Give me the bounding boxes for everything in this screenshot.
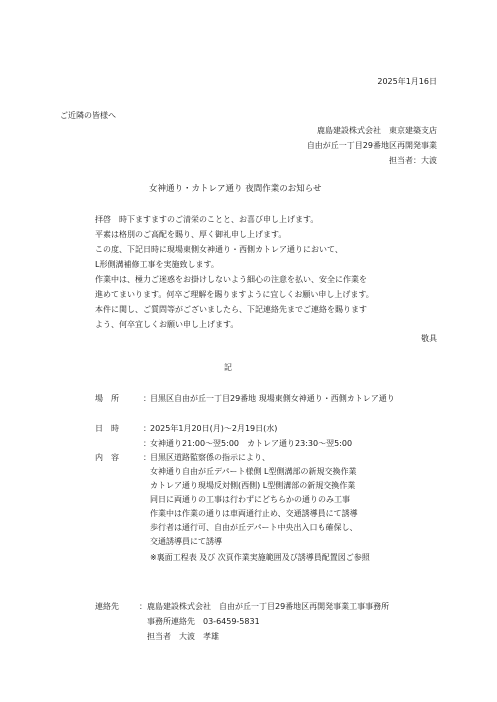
document-date: 2025年1月16日: [377, 77, 437, 86]
datetime-colon: ：: [143, 439, 151, 448]
sender-company: 鹿島建設株式会社 東京建築支店: [317, 126, 437, 135]
sender-project: 自由が丘一丁目29番地区再開発事業: [306, 141, 437, 150]
body-line: この度、下記日時に現場東側女神通り・西側カトレア通りにおいて、: [95, 245, 343, 254]
location-colon: ：: [143, 394, 151, 403]
content-colon: ：: [143, 453, 151, 462]
contact-label: 連絡先: [95, 602, 119, 611]
body-line: 拝啓 時下ますますのご清栄のことと、お喜び申し上げます。: [95, 215, 319, 224]
body-line: 平素は格別のご高配を賜り、厚く御礼申し上げます。: [95, 230, 287, 239]
contact-company: 鹿島建設株式会社 自由が丘一丁目29番地区再開発事業工事事務所: [147, 602, 390, 611]
closing-keigu: 敬具: [421, 334, 437, 343]
datetime-label: 日 時: [95, 424, 119, 433]
sender-contact: 担当者：大波: [389, 156, 437, 165]
contact-phone: 事務所連絡先 03-6459-5831: [147, 617, 260, 626]
datetime-hours: 女神通り21:00～翌5:00 カトレア通り23:30～翌5:00: [150, 439, 353, 448]
content-label: 内 容: [95, 453, 119, 462]
content-line: 女神通り自由が丘デパート様側 L型側溝部の新規交換作業: [150, 467, 357, 476]
body-line: よう、何卒宜しくお願い申し上げます。: [95, 320, 239, 329]
datetime-value: 2025年1月20日(月)～2月19日(水): [150, 424, 278, 433]
content-line: 歩行者は通行可、自由が丘デパート中央出入口も確保し、: [150, 523, 358, 532]
ki-heading: 記: [224, 363, 232, 372]
content-line: 目黒区道路監察係の指示により、: [150, 453, 270, 462]
content-line: カトレア通り現場反対側(西側) L型側溝部の新規交換作業: [150, 481, 356, 490]
body-line: 進めてまいります。何卒ご理解を賜りますように宜しくお願い申し上げます。: [95, 290, 374, 299]
recipient: ご近隣の皆様へ: [60, 111, 116, 120]
notice-title: 女神通り・カトレア通り 夜間作業のお知らせ: [149, 184, 322, 194]
datetime-colon: ：: [143, 424, 151, 433]
content-line: 同日に両通りの工事は行わずにどちらかの通りのみ工事: [150, 495, 350, 504]
content-line: 交通誘導員にて誘導: [150, 537, 222, 546]
location-value: 目黒区自由が丘一丁目29番地 現場東側女神通り・西側カトレア通り: [150, 394, 395, 403]
body-line: 本件に関し、ご質問等がございましたら、下記連絡先までご連絡を賜ります: [95, 305, 367, 314]
location-label: 場 所: [95, 394, 119, 403]
body-line: 作業中は、極力ご迷惑をお掛けしないよう細心の注意を払い、安全に作業を: [95, 275, 367, 284]
content-line: 作業中は作業の通りは車両通行止め、交通誘導員にて誘導: [150, 509, 358, 518]
body-line: L形側溝補修工事を実施致します。: [95, 260, 219, 269]
contact-colon: ：: [139, 602, 147, 611]
content-line: ※裏面工程表 及び 次頁作業実施範囲及び誘導員配置図ご参照: [150, 553, 370, 562]
contact-person: 担当者 大波 孝雄: [147, 632, 219, 641]
